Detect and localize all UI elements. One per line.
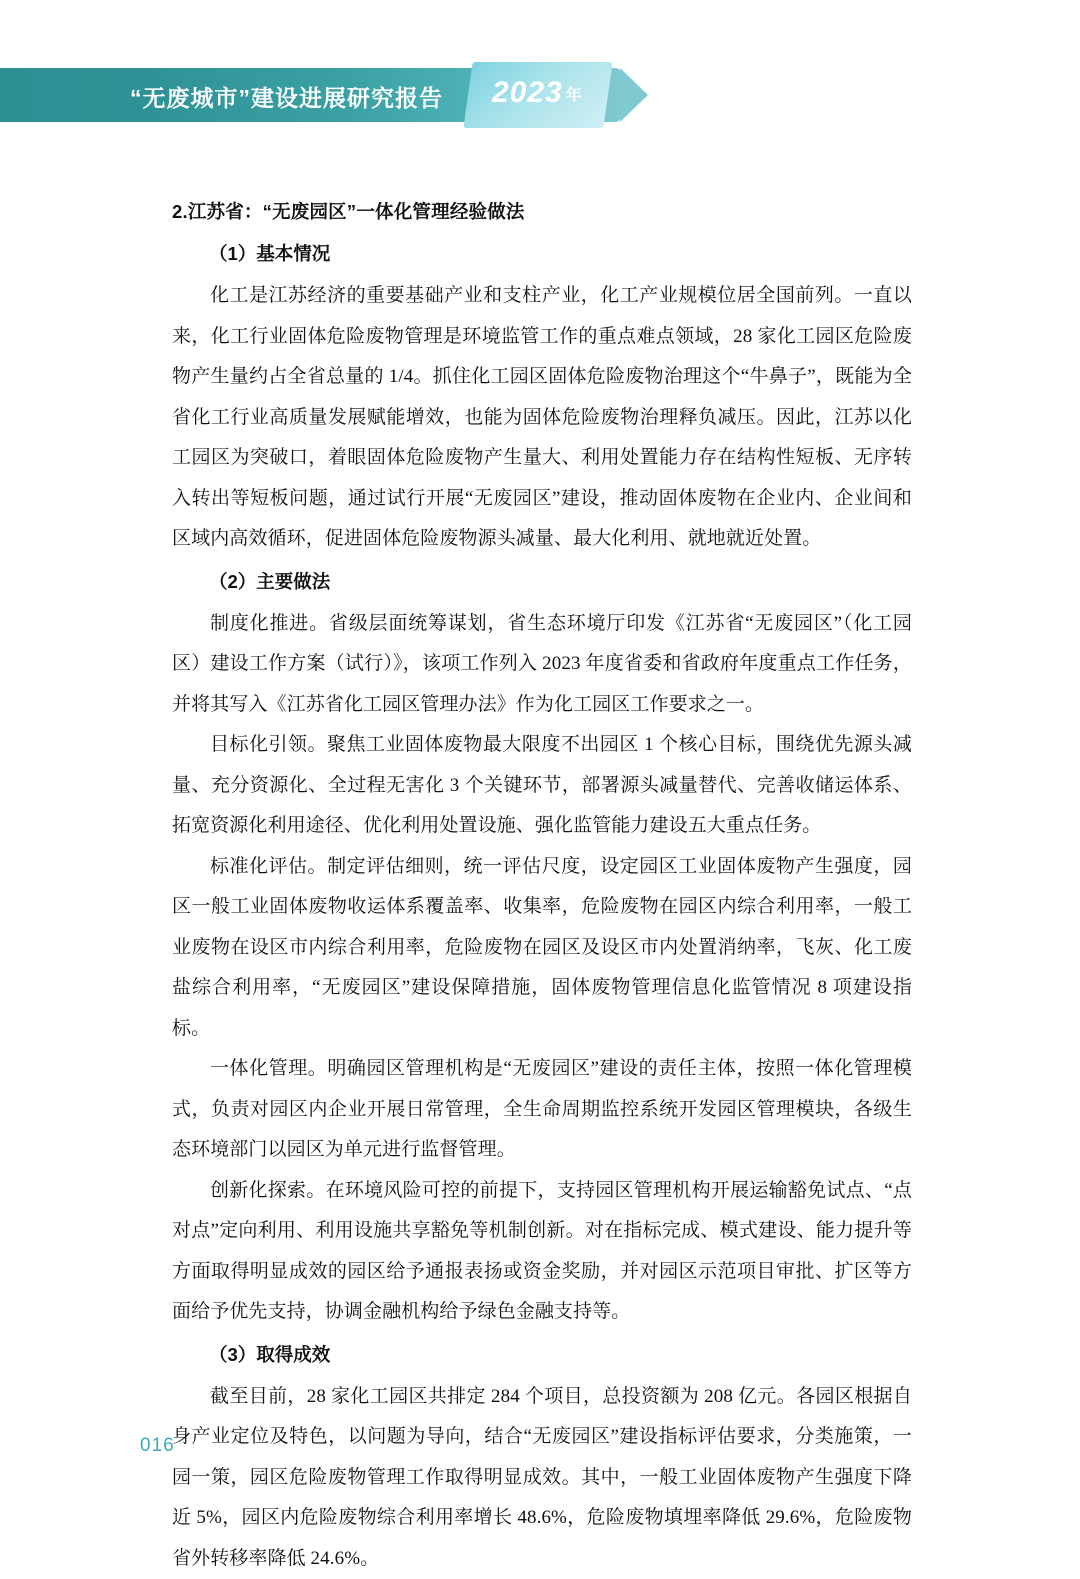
paragraph-achievements: 截至目前，28 家化工园区共排定 284 个项目，总投资额为 208 亿元。各园区根据自身产业定位及特色，以问题为导向，结合“无废园区”建设指标评估要求，分类施策，一园一策，园区危险废物管理工作取得明显成效。其中，一般工业固体废物产生强度下降近 5%，园区内危险废物综合利用率增长 48.6%，危险废物填埋率降低 29.6%，危险废物省外转移率降低 24.6%。 [172, 1377, 912, 1579]
report-title: “无废城市”建设进展研究报告 [130, 80, 443, 113]
subsection-heading-3: （3）取得成效 [172, 1335, 912, 1375]
subsection-heading-2: （2）主要做法 [172, 562, 912, 602]
paragraph-integrated-management: 一体化管理。明确园区管理机构是“无废园区”建设的责任主体，按照一体化管理模式，负责对园区内企业开展日常管理，全生命周期监控系统开发园区管理模块，各级生态环境部门以园区为单元进行监督管理。 [172, 1049, 912, 1171]
paragraph-institutional: 制度化推进。省级层面统筹谋划，省生态环境厅印发《江苏省“无废园区”（化工园区）建设工作方案（试行）》，该项工作列入 2023 年度省委和省政府年度重点工作任务，并将其写入《江苏省化工园区管理办法》作为化工园区工作要求之一。 [172, 604, 912, 726]
report-year [492, 76, 583, 110]
section-heading: 2.江苏省：“无废园区”一体化管理经验做法 [172, 192, 912, 232]
page-number: 016 [140, 1435, 175, 1457]
paragraph-basic-situation: 化工是江苏经济的重要基础产业和支柱产业，化工产业规模位居全国前列。一直以来，化工行业固体危险废物管理是环境监管工作的重点难点领域，28 家化工园区危险废物产生量约占全省总量的 1/4。抓住化工园区固体危险废物治理这个“牛鼻子”，既能为全省化工行业高质量发展赋能增效，也能为固体危险废物治理释负减压。因此，江苏以化工园区为突破口，着眼固体危险废物产生量大、利用处置能力存在结构性短板、无序转入转出等短板问题，通过试行开展“无废园区”建设，推动固体废物在企业内、企业间和区域内高效循环，促进固体危险废物源头减量、最大化利用、就地就近处置。 [172, 276, 912, 560]
subsection-heading-1: （1）基本情况 [172, 234, 912, 274]
paragraph-goal-oriented: 目标化引领。聚焦工业固体废物最大限度不出园区 1 个核心目标，围绕优先源头减量、充分资源化、全过程无害化 3 个关键环节，部署源头减量替代、完善收储运体系、拓宽资源化利用途径、优化利用处置设施、强化监管能力建设五大重点任务。 [172, 725, 912, 847]
paragraph-innovative-exploration: 创新化探索。在环境风险可控的前提下，支持园区管理机构开展运输豁免试点、“点对点”定向利用、利用设施共享豁免等机制创新。对在指标完成、模式建设、能力提升等方面取得明显成效的园区给予通报表扬或资金奖励，并对园区示范项目审批、扩区等方面给予优先支持，协调金融机构给予绿色金融支持等。 [172, 1171, 912, 1333]
report-year-value: 2023 [492, 76, 563, 109]
report-year-unit: 年 [566, 87, 583, 104]
document-body [172, 192, 912, 1579]
paragraph-standardized-assessment: 标准化评估。制定评估细则，统一评估尺度，设定园区工业固体废物产生强度，园区一般工业固体废物收运体系覆盖率、收集率，危险废物在园区内综合利用率，一般工业废物在设区市内综合利用率，危险废物在园区及设区市内处置消纳率，飞灰、化工废盐综合利用率，“无废园区”建设保障措施，固体废物管理信息化监管情况 8 项建设指标。 [172, 847, 912, 1050]
page-header [0, 60, 1080, 130]
